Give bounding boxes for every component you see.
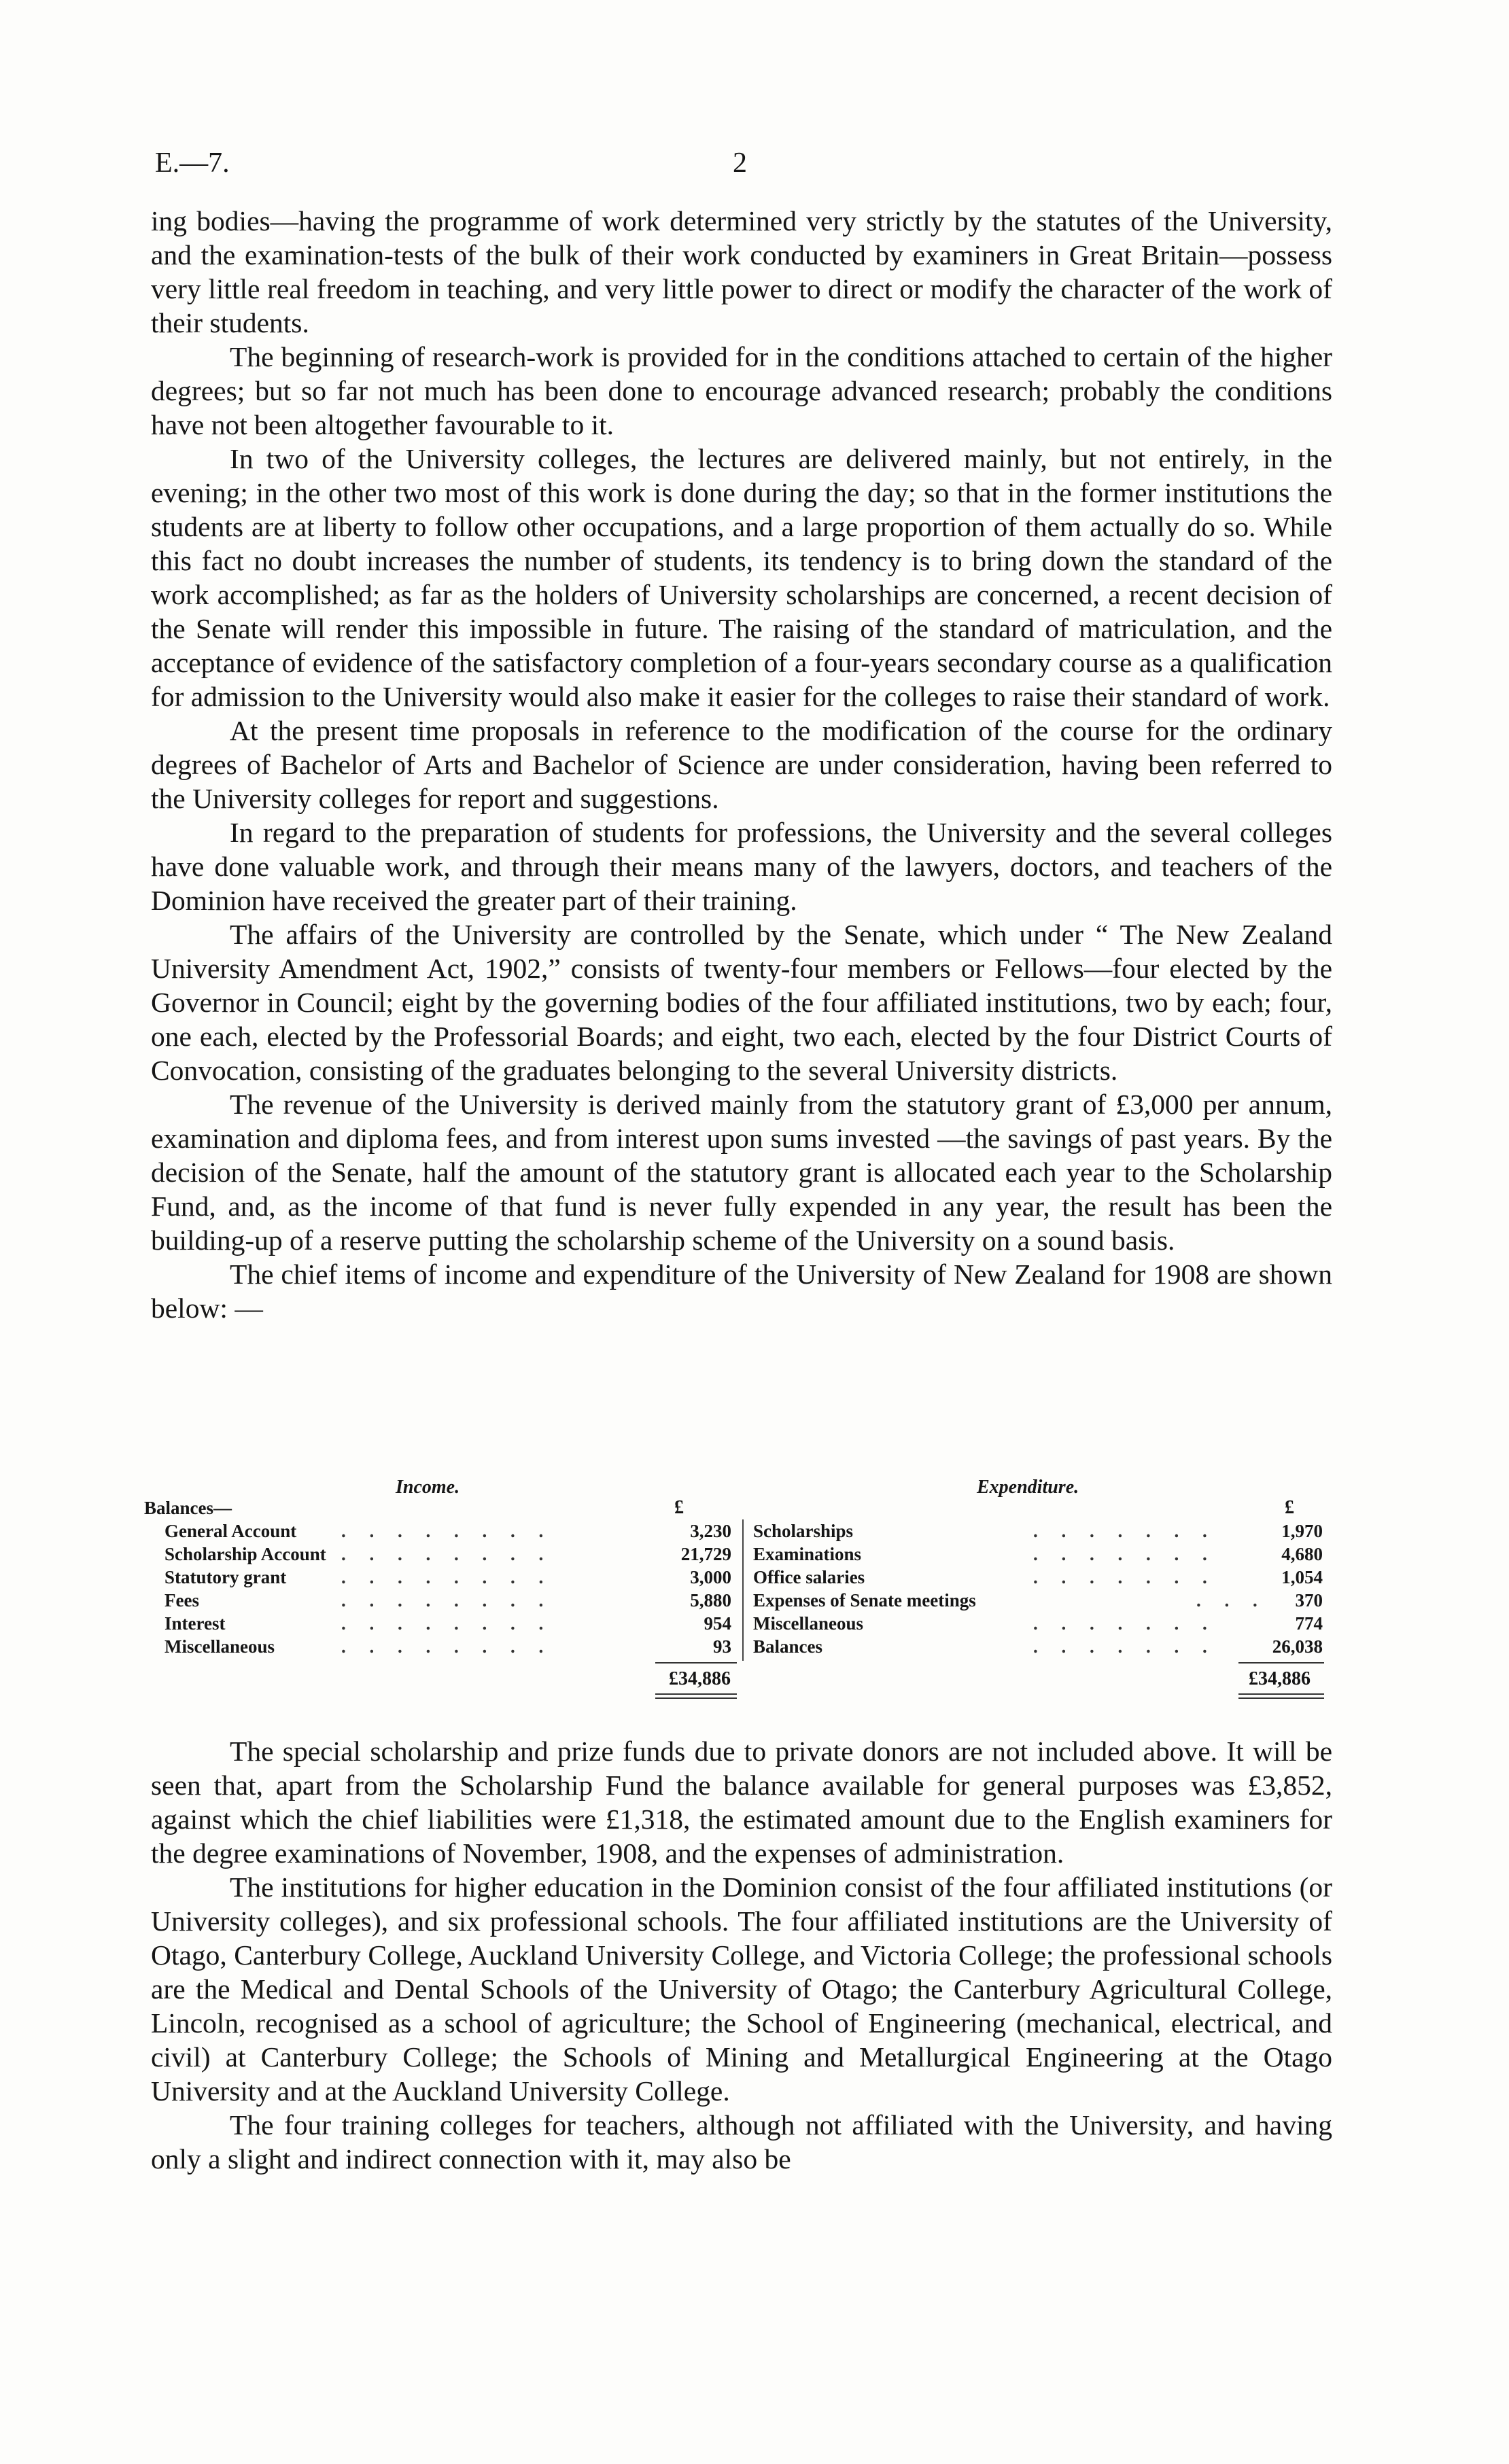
income-total: £34,886 [669, 1668, 731, 1689]
table-row [144, 1635, 735, 1658]
expenditure-column [748, 1519, 1327, 1658]
expenditure-currency-symbol: £ [1285, 1497, 1294, 1518]
leader-dots: . . . . . . . . [341, 1544, 553, 1564]
expenditure-label: Office salaries [753, 1567, 865, 1587]
table-row [748, 1566, 1327, 1589]
paragraph: The beginning of research-work is provided for in the conditions attached to certain of the higher degrees; but so far not much has been done to encourage advanced research; probably the conditions have not been altogether favourable to it. [151, 341, 1332, 440]
table-row [144, 1543, 735, 1566]
paragraph: The special scholarship and prize funds due to private donors are not included above. It will be seen that, apart from the Scholarship Fund the balance available for general purposes was £3,852, against which the chief liabilities were £1,318, the estimated amount due to the English examiners for the degree examinations of November, 1908, and the expenses of administration. [151, 1736, 1332, 1869]
paragraph: The four training colleges for teachers, although not affiliated with the University, and having only a slight and indirect connection with it, may also be [151, 2109, 1332, 2175]
balances-group-label: Balances— [144, 1498, 232, 1518]
income-label: Miscellaneous [164, 1636, 275, 1657]
table-row [748, 1635, 1327, 1658]
page-header [155, 143, 1331, 183]
paragraph: At the present time proposals in reference to the modification of the course for the ordinary degrees of Bachelor of Arts and Bachelor of Science are under consideration, having been referred to the University colleges for report and suggestions. [151, 715, 1332, 814]
leader-dots: . . . . . . . [1033, 1521, 1217, 1541]
leader-dots: . . . [1196, 1590, 1267, 1611]
income-amount: 3,000 [690, 1567, 731, 1587]
table-row [748, 1543, 1327, 1566]
expenditure-amount: 370 [1295, 1590, 1323, 1611]
income-label: Statutory grant [164, 1567, 287, 1587]
income-expenditure-table [144, 1476, 1334, 1721]
table-row [748, 1612, 1327, 1635]
income-currency-symbol: £ [674, 1497, 684, 1518]
income-amount: 5,880 [690, 1590, 731, 1611]
paragraph: ing bodies—having the programme of work determined very strictly by the statutes of the University, and the examination-tests of the bulk of their work conducted by examiners in Great Britain—possess very little real freedom in teaching, and very little power to direct or modify the character of the work of their students. [151, 205, 1332, 338]
leader-dots: . . . . . . . [1033, 1636, 1217, 1657]
column-divider [742, 1519, 744, 1661]
total-rule-top [655, 1662, 737, 1664]
income-column [144, 1519, 735, 1658]
page-number: 2 [733, 147, 747, 179]
expenditure-label: Balances [753, 1636, 823, 1657]
table-row [144, 1566, 735, 1589]
leader-dots: . . . . . . . [1033, 1613, 1217, 1634]
income-label: General Account [164, 1521, 297, 1541]
leader-dots: . . . . . . . . [341, 1636, 553, 1657]
expenditure-heading: Expenditure. [977, 1477, 1079, 1498]
expenditure-amount: 26,038 [1272, 1636, 1323, 1657]
total-rule-bottom [655, 1693, 737, 1695]
total-rule-top [1238, 1662, 1324, 1664]
leader-dots: . . . . . . . . [341, 1590, 553, 1611]
total-rule-bottom [655, 1697, 737, 1699]
table-row [748, 1589, 1327, 1612]
income-amount: 93 [713, 1636, 731, 1657]
leader-dots: . . . . . . . . [341, 1613, 553, 1634]
paragraph: The revenue of the University is derived mainly from the statutory grant of £3,000 per annum, examination and diploma fees, and from interest upon sums invested —the savings of past years. By the decision of the Senate, half the amount of the statutory grant is allocated each year to the Scholarship Fund, and, as the income of that fund is never fully expended in any year, the result has been the building-up of a reserve putting the scholarship scheme of the University on a sound basis. [151, 1089, 1332, 1256]
table-row [144, 1612, 735, 1635]
expenditure-amount: 1,054 [1281, 1567, 1323, 1587]
total-rule-bottom [1238, 1697, 1324, 1699]
paragraph: In regard to the preparation of students for professions, the University and the several colleges have done valuable work, and through their means many of the lawyers, doctors, and teachers of the Dominion have received the greater part of their training. [151, 817, 1332, 916]
table-row [144, 1589, 735, 1612]
table-row [748, 1519, 1327, 1543]
table-row [144, 1519, 735, 1543]
paragraph: The institutions for higher education in the Dominion consist of the four affiliated institutions (or University colleges), and six professional schools. The four affiliated institutions are the University of Otago, Canterbury College, Auckland University College, and Victoria College; the professional schools are the Medical and Dental Schools of the University of Otago; the Canterbury Agricultural College, Lincoln, recognised as a school of agriculture; the School of Engineering (mechanical, electrical, and civil) at Canterbury College; the Schools of Mining and Metallurgical Engineering at the Otago University and at the Auckland University College. [151, 1871, 1332, 2107]
leader-dots: . . . . . . . [1033, 1544, 1217, 1564]
expenditure-amount: 1,970 [1281, 1521, 1323, 1541]
paragraph: In two of the University colleges, the lectures are delivered mainly, but not entirely, in the evening; in the other two most of this work is done during the day; so that in the former institutions the students are at liberty to follow other occupations, and a large proportion of them actually do so. While this fact no doubt increases the number of students, its tendency is to bring down the standard of the work accomplished; as far as the holders of University scholarships are concerned, a recent decision of the Senate will render this impossible in future. The raising of the standard of matriculation, and the acceptance of evidence of the satisfactory completion of a four-years secondary course as a qualification for admission to the University would also make it easier for the colleges to raise their standard of work. [151, 443, 1332, 712]
leader-dots: . . . . . . . . [341, 1567, 553, 1587]
expenditure-label: Examinations [753, 1544, 862, 1564]
expenditure-label: Miscellaneous [753, 1613, 863, 1634]
expenditure-label: Scholarships [753, 1521, 854, 1541]
body-text-lower [151, 1734, 1332, 2176]
income-label: Fees [164, 1590, 199, 1611]
body-text-upper [151, 204, 1332, 1325]
paragraph: The chief items of income and expenditure of the University of New Zealand for 1908 are shown below: — [151, 1259, 1332, 1324]
income-heading: Income. [396, 1477, 460, 1498]
expenditure-amount: 774 [1295, 1613, 1323, 1634]
expenditure-label: Expenses of Senate meetings [753, 1590, 976, 1611]
income-label: Interest [164, 1613, 226, 1634]
expenditure-total: £34,886 [1249, 1668, 1311, 1689]
income-amount: 21,729 [680, 1544, 731, 1564]
paragraph: The affairs of the University are controlled by the Senate, which under “ The New Zealand University Amendment Act, 1902,” consists of twenty-four members or Fellows—four elected by the Governor in Council; eight by the governing bodies of the four affiliated institutions, two by each; four, one each, elected by the Professorial Boards; and eight, two each, elected by the four District Courts of Convocation, consisting of the graduates belonging to the several University districts. [151, 919, 1332, 1086]
expenditure-amount: 4,680 [1281, 1544, 1323, 1564]
income-amount: 954 [704, 1613, 731, 1634]
document-reference: E.—7. [155, 147, 230, 179]
leader-dots: . . . . . . . [1033, 1567, 1217, 1587]
leader-dots: . . . . . . . . [341, 1521, 553, 1541]
income-label: Scholarship Account [164, 1544, 326, 1564]
income-amount: 3,230 [690, 1521, 731, 1541]
total-rule-bottom [1238, 1693, 1324, 1695]
